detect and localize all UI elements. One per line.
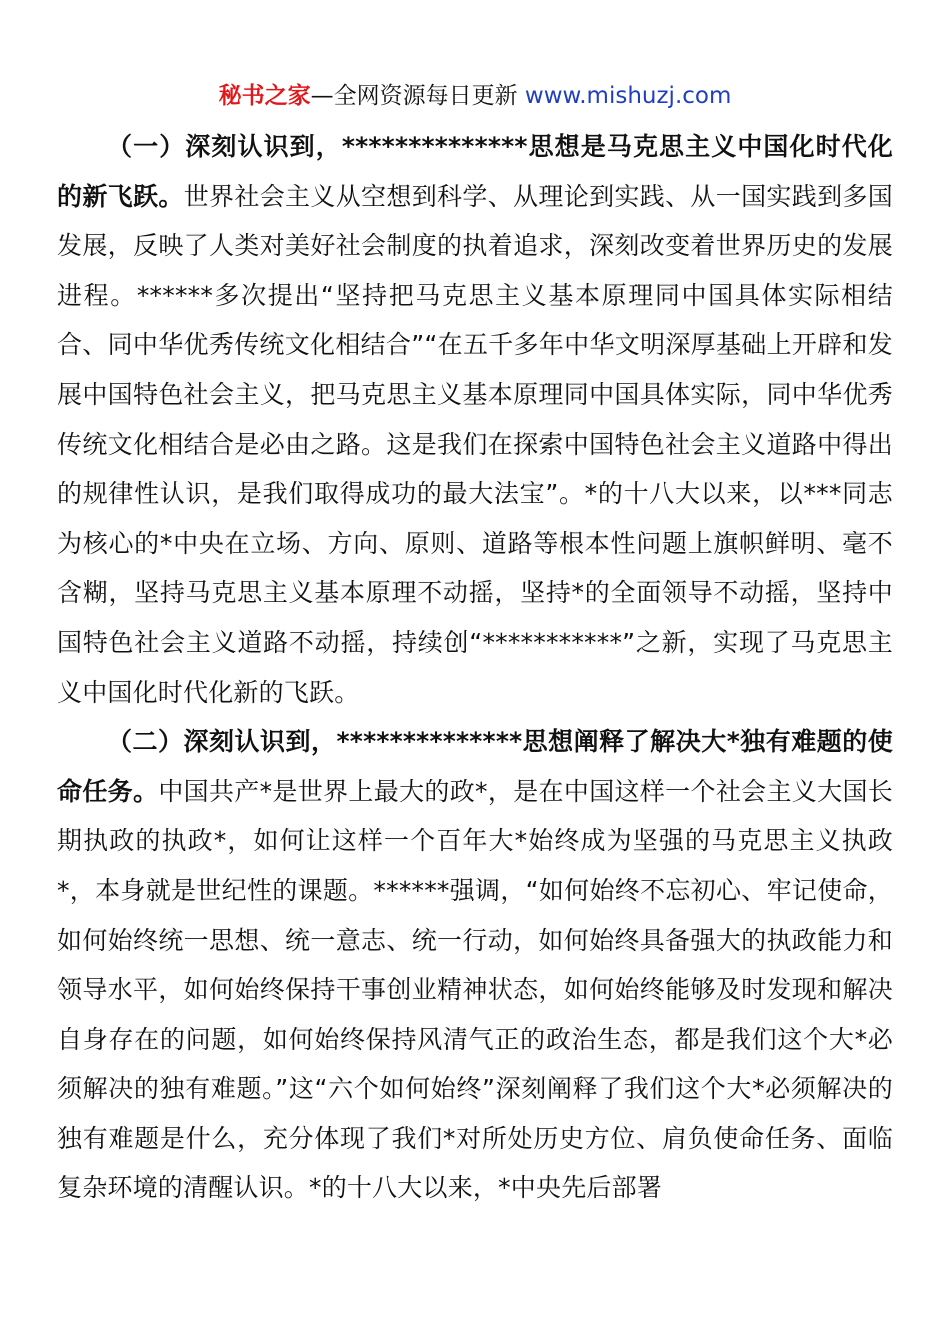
paragraph-2 (57, 717, 893, 1213)
paragraph-2-text: 中国共产*是世界上最大的政*，是在中国这样一个社会主义大国长期执政的执政*，如何让这样一个百年大*始终成为坚强的马克思主义执政*，本身就是世纪性的课题。******强调，“如何始终不忘初心、牢记使命，如何始终统一思想、统一意志、统一行动，如何始终具备强大的执政能力和领导水平，如何始终保持干事创业精神状态，如何始终能够及时发现和解决自身存在的问题，如何始终保持风清气正的政治生态，都是我们这个大*必须解决的独有难题。”这“六个如何始终”深刻阐释了我们这个大*必须解决的独有难题是什么，充分体现了我们*对所处历史方位、肩负使命任务、面临复杂环境的清醒认识。*的十八大以来，*中央先后部署 (57, 776, 893, 1203)
site-url[interactable]: www.mishuzj.com (524, 83, 732, 109)
site-tagline: —全网资源每日更新 (310, 83, 518, 109)
paragraph-2-heading: （二）深刻认识到，**************思想阐释了解决大*独有难题的使命任务。 (57, 727, 893, 806)
site-brand: 秘书之家 (218, 83, 311, 109)
paragraph-1-text: 世界社会主义从空想到科学、从理论到实践、从一国实践到多国发展，反映了人类对美好社会制度的执着追求，深刻改变着世界历史的发展进程。******多次提出“坚持把马克思主义基本原理同中国具体实际相结合、同中华优秀传统文化相结合”“在五千多年中华文明深厚基础上开辟和发展中国特色社会主义，把马克思主义基本原理同中国具体实际，同中华优秀传统文化相结合是必由之路。这是我们在探索中国特色社会主义道路中得出的规律性认识，是我们取得成功的最大法宝”。*的十八大以来，以***同志为核心的*中央在立场、方向、原则、道路等根本性问题上旗帜鲜明、毫不含糊，坚持马克思主义基本原理不动摇，坚持*的全面领导不动摇，坚持中国特色社会主义道路不动摇，持续创“***********”之新，实现了马克思主义中国化时代化新的飞跃。 (57, 181, 893, 707)
paragraph-1-heading: （一）深刻认识到，**************思想是马克思主义中国化时代化的新飞跃。 (57, 132, 893, 211)
site-header (0, 80, 950, 112)
paragraph-1 (57, 122, 893, 717)
document-body (57, 122, 893, 1213)
